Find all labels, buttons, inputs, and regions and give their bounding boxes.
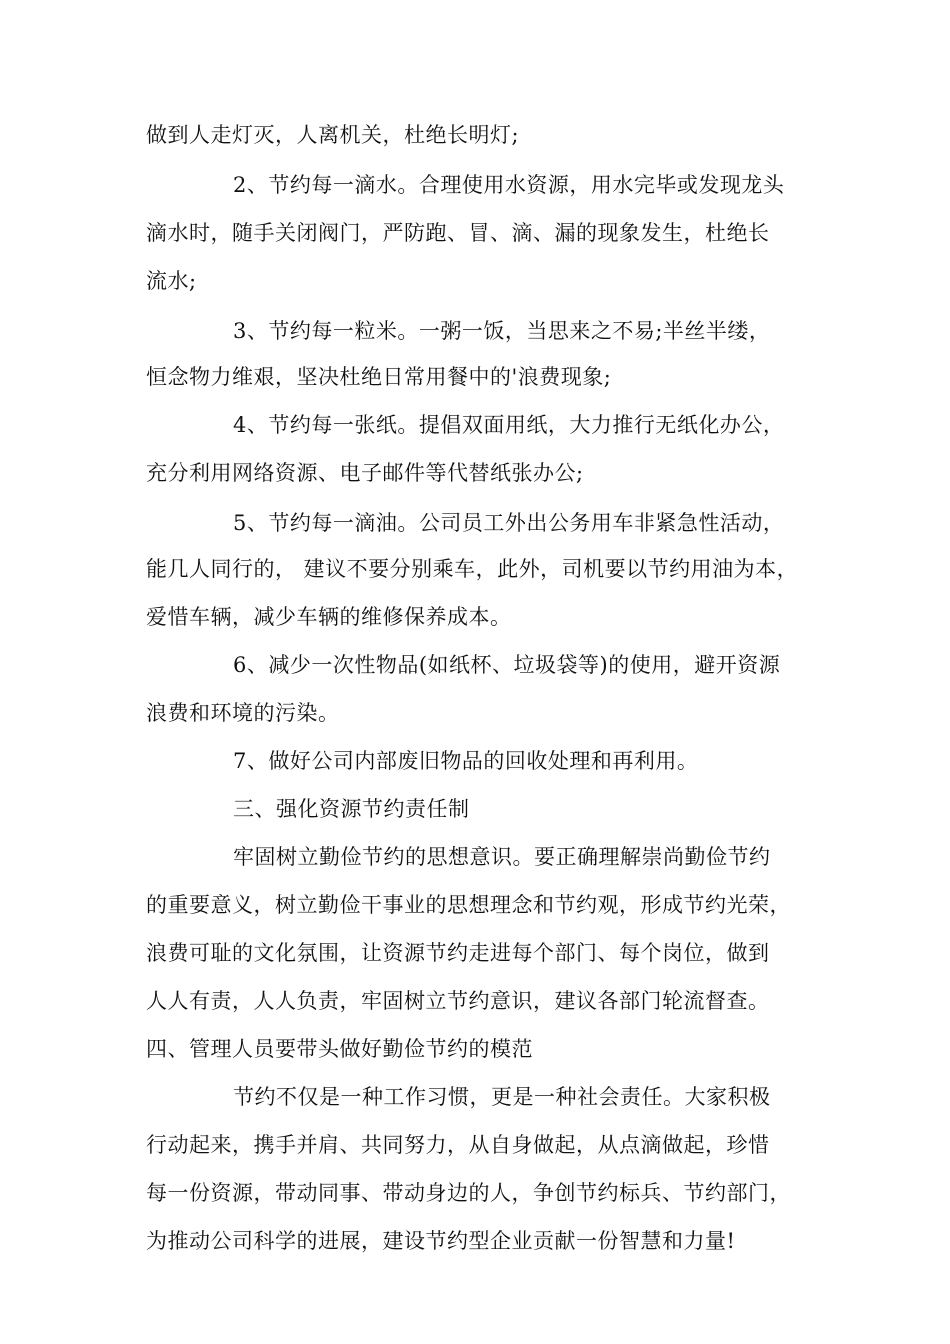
text-line: 的重要意义，树立勤俭干事业的思想理念和节约观，形成节约光荣，	[146, 893, 791, 917]
text-line: 行动起来，携手并肩、共同努力，从自身做起，从点滴做起，珍惜	[146, 1133, 770, 1157]
text-line: 浪费可耻的文化氛围，让资源节约走进每个部门、每个岗位，做到	[146, 941, 770, 965]
text-line: 流水;	[146, 269, 197, 293]
text-line: 3、节约每一粒米。一粥一饭，当思来之不易;半丝半缕，	[233, 319, 771, 343]
text-line: 2、节约每一滴水。合理使用水资源，用水完毕或发现龙头	[233, 173, 785, 197]
text-line: 能几人同行的， 建议不要分别乘车，此外，司机要以节约用油为本，	[146, 557, 799, 581]
text-line: 滴水时，随手关闭阀门，严防跑、冒、滴、漏的现象发生，杜绝长	[146, 221, 770, 245]
section-heading: 四、管理人员要带头做好勤俭节约的模范	[146, 1037, 533, 1061]
text-line: 人人有责，人人负责，牢固树立节约意识，建议各部门轮流督查。	[146, 989, 770, 1013]
text-line: 7、做好公司内部废旧物品的回收处理和再利用。	[233, 749, 699, 773]
text-line: 为推动公司科学的进展，建设节约型企业贡献一份智慧和力量!	[146, 1229, 736, 1253]
text-line: 节约不仅是一种工作习惯，更是一种社会责任。大家积极	[233, 1085, 771, 1109]
text-line: 浪费和环境的污染。	[146, 701, 340, 725]
text-line: 充分利用网络资源、电子邮件等代替纸张办公;	[146, 461, 584, 485]
text-line: 牢固树立勤俭节约的思想意识。要正确理解崇尚勤俭节约	[233, 845, 771, 869]
text-line: 做到人走灯灭，人离机关，杜绝长明灯;	[146, 123, 520, 147]
text-line: 恒念物力维艰，坚决杜绝日常用餐中的'浪费现象;	[146, 365, 612, 389]
text-line: 爱惜车辆，减少车辆的维修保养成本。	[146, 605, 512, 629]
text-line: 6、减少一次性物品(如纸杯、垃圾袋等)的使用，避开资源	[233, 653, 781, 677]
text-line: 5、节约每一滴油。公司员工外出公务用车非紧急性活动，	[233, 511, 785, 535]
section-heading: 三、强化资源节约责任制	[233, 797, 470, 821]
text-line: 4、节约每一张纸。提倡双面用纸，大力推行无纸化办公，	[233, 413, 785, 437]
text-line: 每一份资源，带动同事、带动身边的人，争创节约标兵、节约部门，	[146, 1181, 791, 1205]
